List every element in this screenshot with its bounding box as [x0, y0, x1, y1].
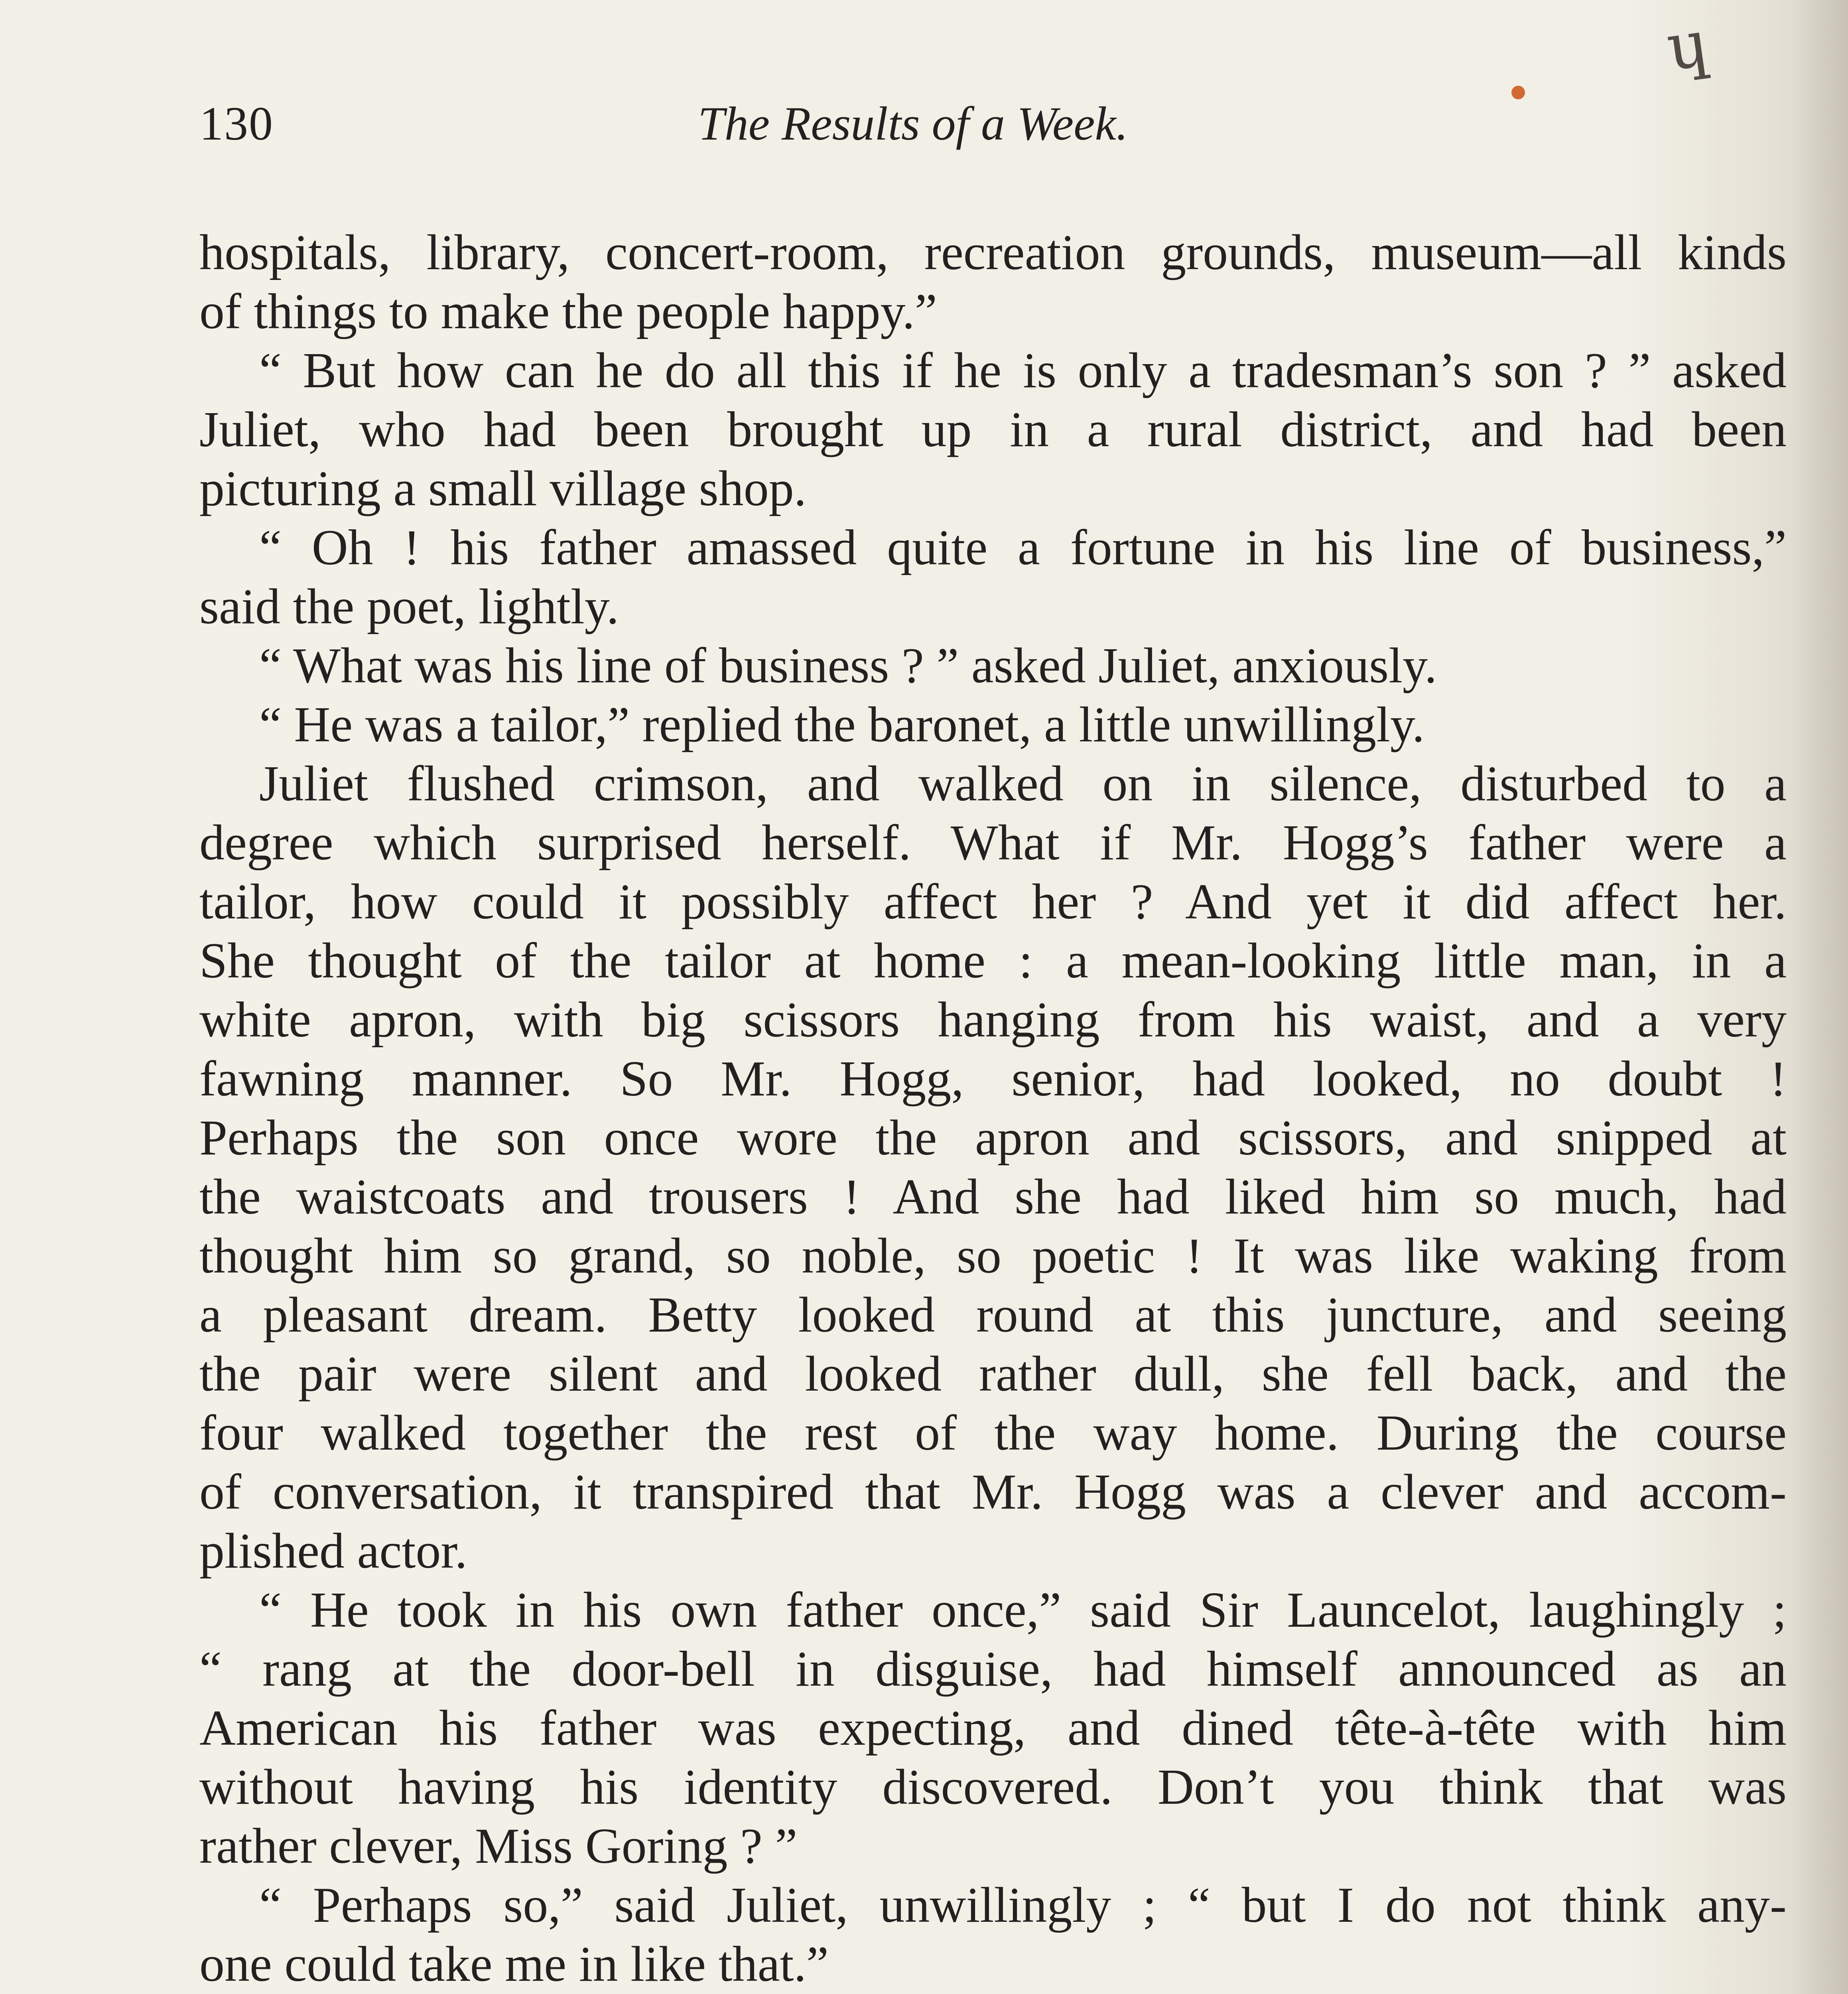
body-text: [199, 223, 1787, 1994]
text-line: degree which surprised herself. What if Mr. Hogg’s father were a: [199, 815, 1787, 871]
text-line: without having his identity discovered. Don’t you think that was: [199, 1760, 1787, 1815]
text-line: “ Perhaps so,” said Juliet, unwillingly ; “ but I do not think any-: [259, 1878, 1787, 1933]
page-number: 130: [199, 97, 274, 150]
text-line: one could take me in like that.”: [199, 1937, 829, 1992]
text-line: rather clever, Miss Goring ? ”: [199, 1819, 798, 1874]
text-line: said the poet, lightly.: [199, 579, 619, 634]
text-line: the waistcoats and trousers ! And she had liked him so much, had: [199, 1169, 1787, 1225]
text-line: white apron, with big scissors hanging from his waist, and a very: [199, 992, 1787, 1048]
text-line: hospitals, library, concert-room, recreation grounds, museum—all kinds: [199, 225, 1787, 280]
text-line: thought him so grand, so noble, so poetic ! It was like waking from: [199, 1228, 1787, 1284]
text-line: “ He took in his own father once,” said Sir Launcelot, laughingly ;: [259, 1582, 1787, 1638]
handwritten-corner-mark: ɥ: [1662, 5, 1714, 85]
text-line: “ Oh ! his father amassed quite a fortune in his line of business,”: [259, 520, 1787, 575]
text-line: “ But how can he do all this if he is only a tradesman’s son ? ” asked: [259, 343, 1787, 398]
text-line: Perhaps the son once wore the apron and scissors, and snipped at: [199, 1110, 1787, 1166]
text-line: picturing a small village shop.: [199, 461, 807, 516]
text-line: “ rang at the door-bell in disguise, had himself announced as an: [199, 1641, 1787, 1697]
text-line: “ What was his line of business ? ” asked Juliet, anxiously.: [259, 638, 1437, 694]
text-line: fawning manner. So Mr. Hogg, senior, had looked, no doubt !: [199, 1051, 1787, 1107]
page-edge-shadow: [1792, 0, 1848, 1994]
running-head-title: The Results of a Week.: [698, 97, 1128, 150]
text-line: four walked together the rest of the way home. During the course: [199, 1405, 1787, 1461]
text-line: American his father was expecting, and dined tête-à-tête with him: [199, 1700, 1787, 1756]
text-line: of things to make the people happy.”: [199, 284, 937, 339]
text-line: She thought of the tailor at home : a mean-looking little man, in a: [199, 933, 1787, 989]
text-line: Juliet, who had been brought up in a rural district, and had been: [199, 402, 1787, 457]
text-line: “ He was a tailor,” replied the baronet, a little unwillingly.: [259, 697, 1425, 753]
text-line: the pair were silent and looked rather dull, she fell back, and the: [199, 1346, 1787, 1402]
text-line: plished actor.: [199, 1523, 467, 1579]
text-line: of conversation, it transpired that Mr. Hogg was a clever and accom-: [199, 1464, 1787, 1520]
text-line: tailor, how could it possibly affect her ? And yet it did affect her.: [199, 874, 1787, 930]
text-line: a pleasant dream. Betty looked round at this juncture, and seeing: [199, 1287, 1787, 1343]
ink-dot-mark: [1511, 86, 1525, 99]
text-line: Juliet flushed crimson, and walked on in silence, disturbed to a: [259, 756, 1787, 812]
